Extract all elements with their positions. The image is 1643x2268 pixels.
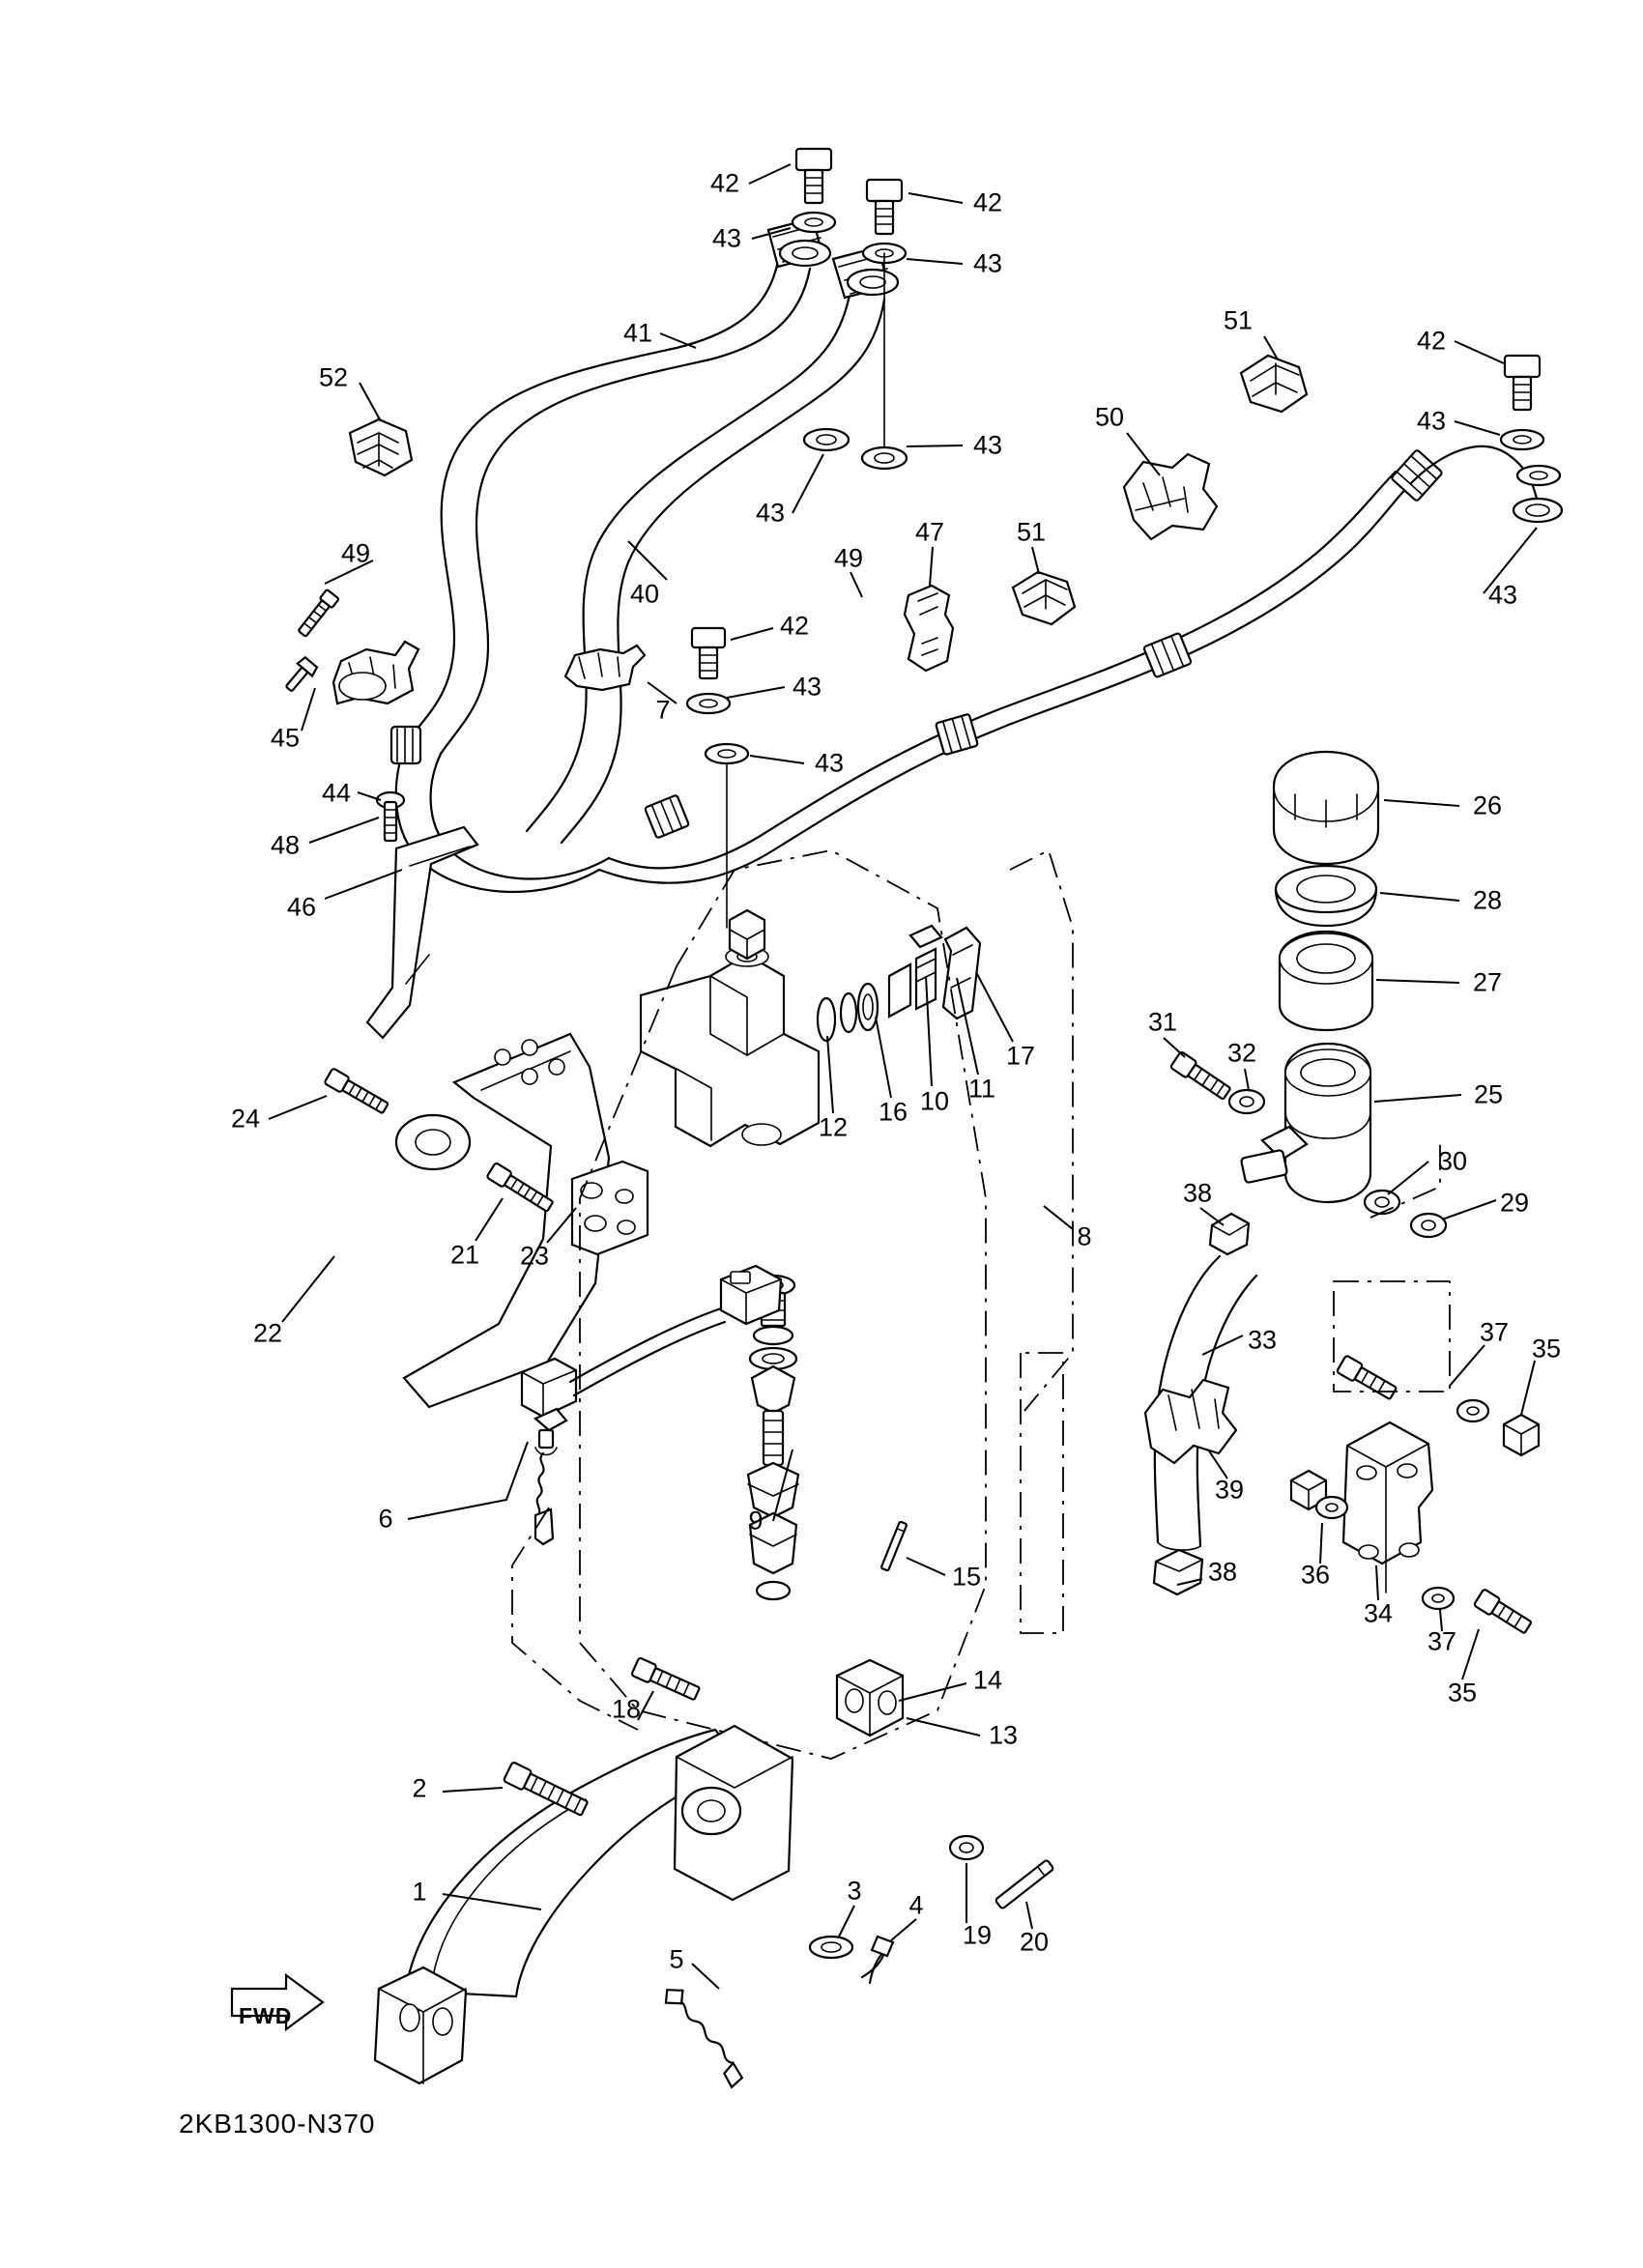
callout-number: 43 [1487, 580, 1518, 610]
callout-number: 42 [779, 611, 810, 641]
callout-number: 31 [1147, 1007, 1178, 1037]
callout-number: 19 [962, 1920, 993, 1950]
callout-number: 20 [1019, 1927, 1050, 1957]
callout-number: 24 [230, 1104, 261, 1134]
callout-number: 46 [286, 892, 317, 922]
callout-number: 16 [878, 1097, 908, 1127]
callout-number: 26 [1472, 790, 1503, 820]
callout-number: 42 [972, 187, 1003, 217]
diagram-code-label: 2KB1300-N370 [179, 2109, 376, 2139]
callout-number: 44 [321, 778, 352, 808]
callout-number: 18 [611, 1694, 642, 1724]
callout-number: 45 [270, 723, 301, 753]
callout-number: 30 [1437, 1146, 1468, 1176]
callout-number: 6 [378, 1504, 393, 1534]
callout-number: 28 [1472, 885, 1503, 915]
callout-number: 14 [972, 1665, 1003, 1695]
callout-number: 8 [1077, 1221, 1092, 1251]
callout-number: 17 [1005, 1041, 1036, 1071]
callout-number: 42 [1416, 326, 1447, 356]
callout-number: 43 [814, 748, 845, 778]
callout-number: 36 [1300, 1560, 1331, 1590]
callout-number: 7 [655, 695, 671, 725]
callout-number: 41 [622, 318, 653, 348]
callout-number: 5 [669, 1944, 684, 1974]
callout-number: 49 [340, 538, 371, 568]
callout-number: 27 [1472, 967, 1503, 997]
callout-number: 48 [270, 830, 301, 860]
callout-number: 35 [1531, 1334, 1562, 1364]
callout-number: 12 [818, 1112, 849, 1142]
callout-number: 50 [1094, 402, 1125, 432]
callout-number: 34 [1363, 1598, 1394, 1628]
fwd-direction-label: FWD [239, 2003, 293, 2028]
callout-number: 29 [1499, 1188, 1530, 1218]
callout-number: 3 [847, 1876, 862, 1906]
callout-number: 25 [1473, 1079, 1504, 1109]
callout-number: 38 [1182, 1178, 1213, 1208]
callout-number: 49 [833, 543, 864, 573]
callout-number: 43 [972, 248, 1003, 278]
callout-number: 37 [1479, 1317, 1510, 1347]
callout-number: 39 [1214, 1475, 1245, 1505]
callout-number: 15 [951, 1562, 982, 1592]
callout-number: 35 [1447, 1678, 1478, 1708]
callout-number: 42 [709, 168, 740, 198]
callout-number: 2 [412, 1773, 427, 1803]
callout-number: 22 [252, 1318, 283, 1348]
callout-number: 33 [1247, 1325, 1278, 1355]
callout-number: 10 [919, 1086, 950, 1116]
callout-number: 4 [908, 1890, 924, 1920]
callout-number: 11 [967, 1074, 996, 1104]
callout-number: 32 [1226, 1038, 1257, 1068]
callout-number: 37 [1427, 1626, 1457, 1656]
callout-number: 52 [318, 362, 349, 392]
callout-number: 51 [1223, 305, 1254, 335]
callout-number: 21 [449, 1240, 480, 1270]
callout-number: 43 [792, 672, 822, 702]
callout-number: 43 [972, 430, 1003, 460]
callout-number: 23 [519, 1241, 550, 1271]
callout-number: 43 [755, 498, 786, 528]
callout-number: 43 [1416, 406, 1447, 436]
callout-number: 1 [412, 1877, 427, 1907]
callout-number: 38 [1207, 1557, 1238, 1587]
callout-number: 9 [748, 1506, 764, 1536]
callout-number: 51 [1016, 517, 1047, 547]
callout-number: 43 [711, 223, 742, 253]
callout-number: 40 [629, 579, 660, 609]
callout-number: 47 [914, 517, 945, 547]
callout-number: 13 [988, 1720, 1019, 1750]
